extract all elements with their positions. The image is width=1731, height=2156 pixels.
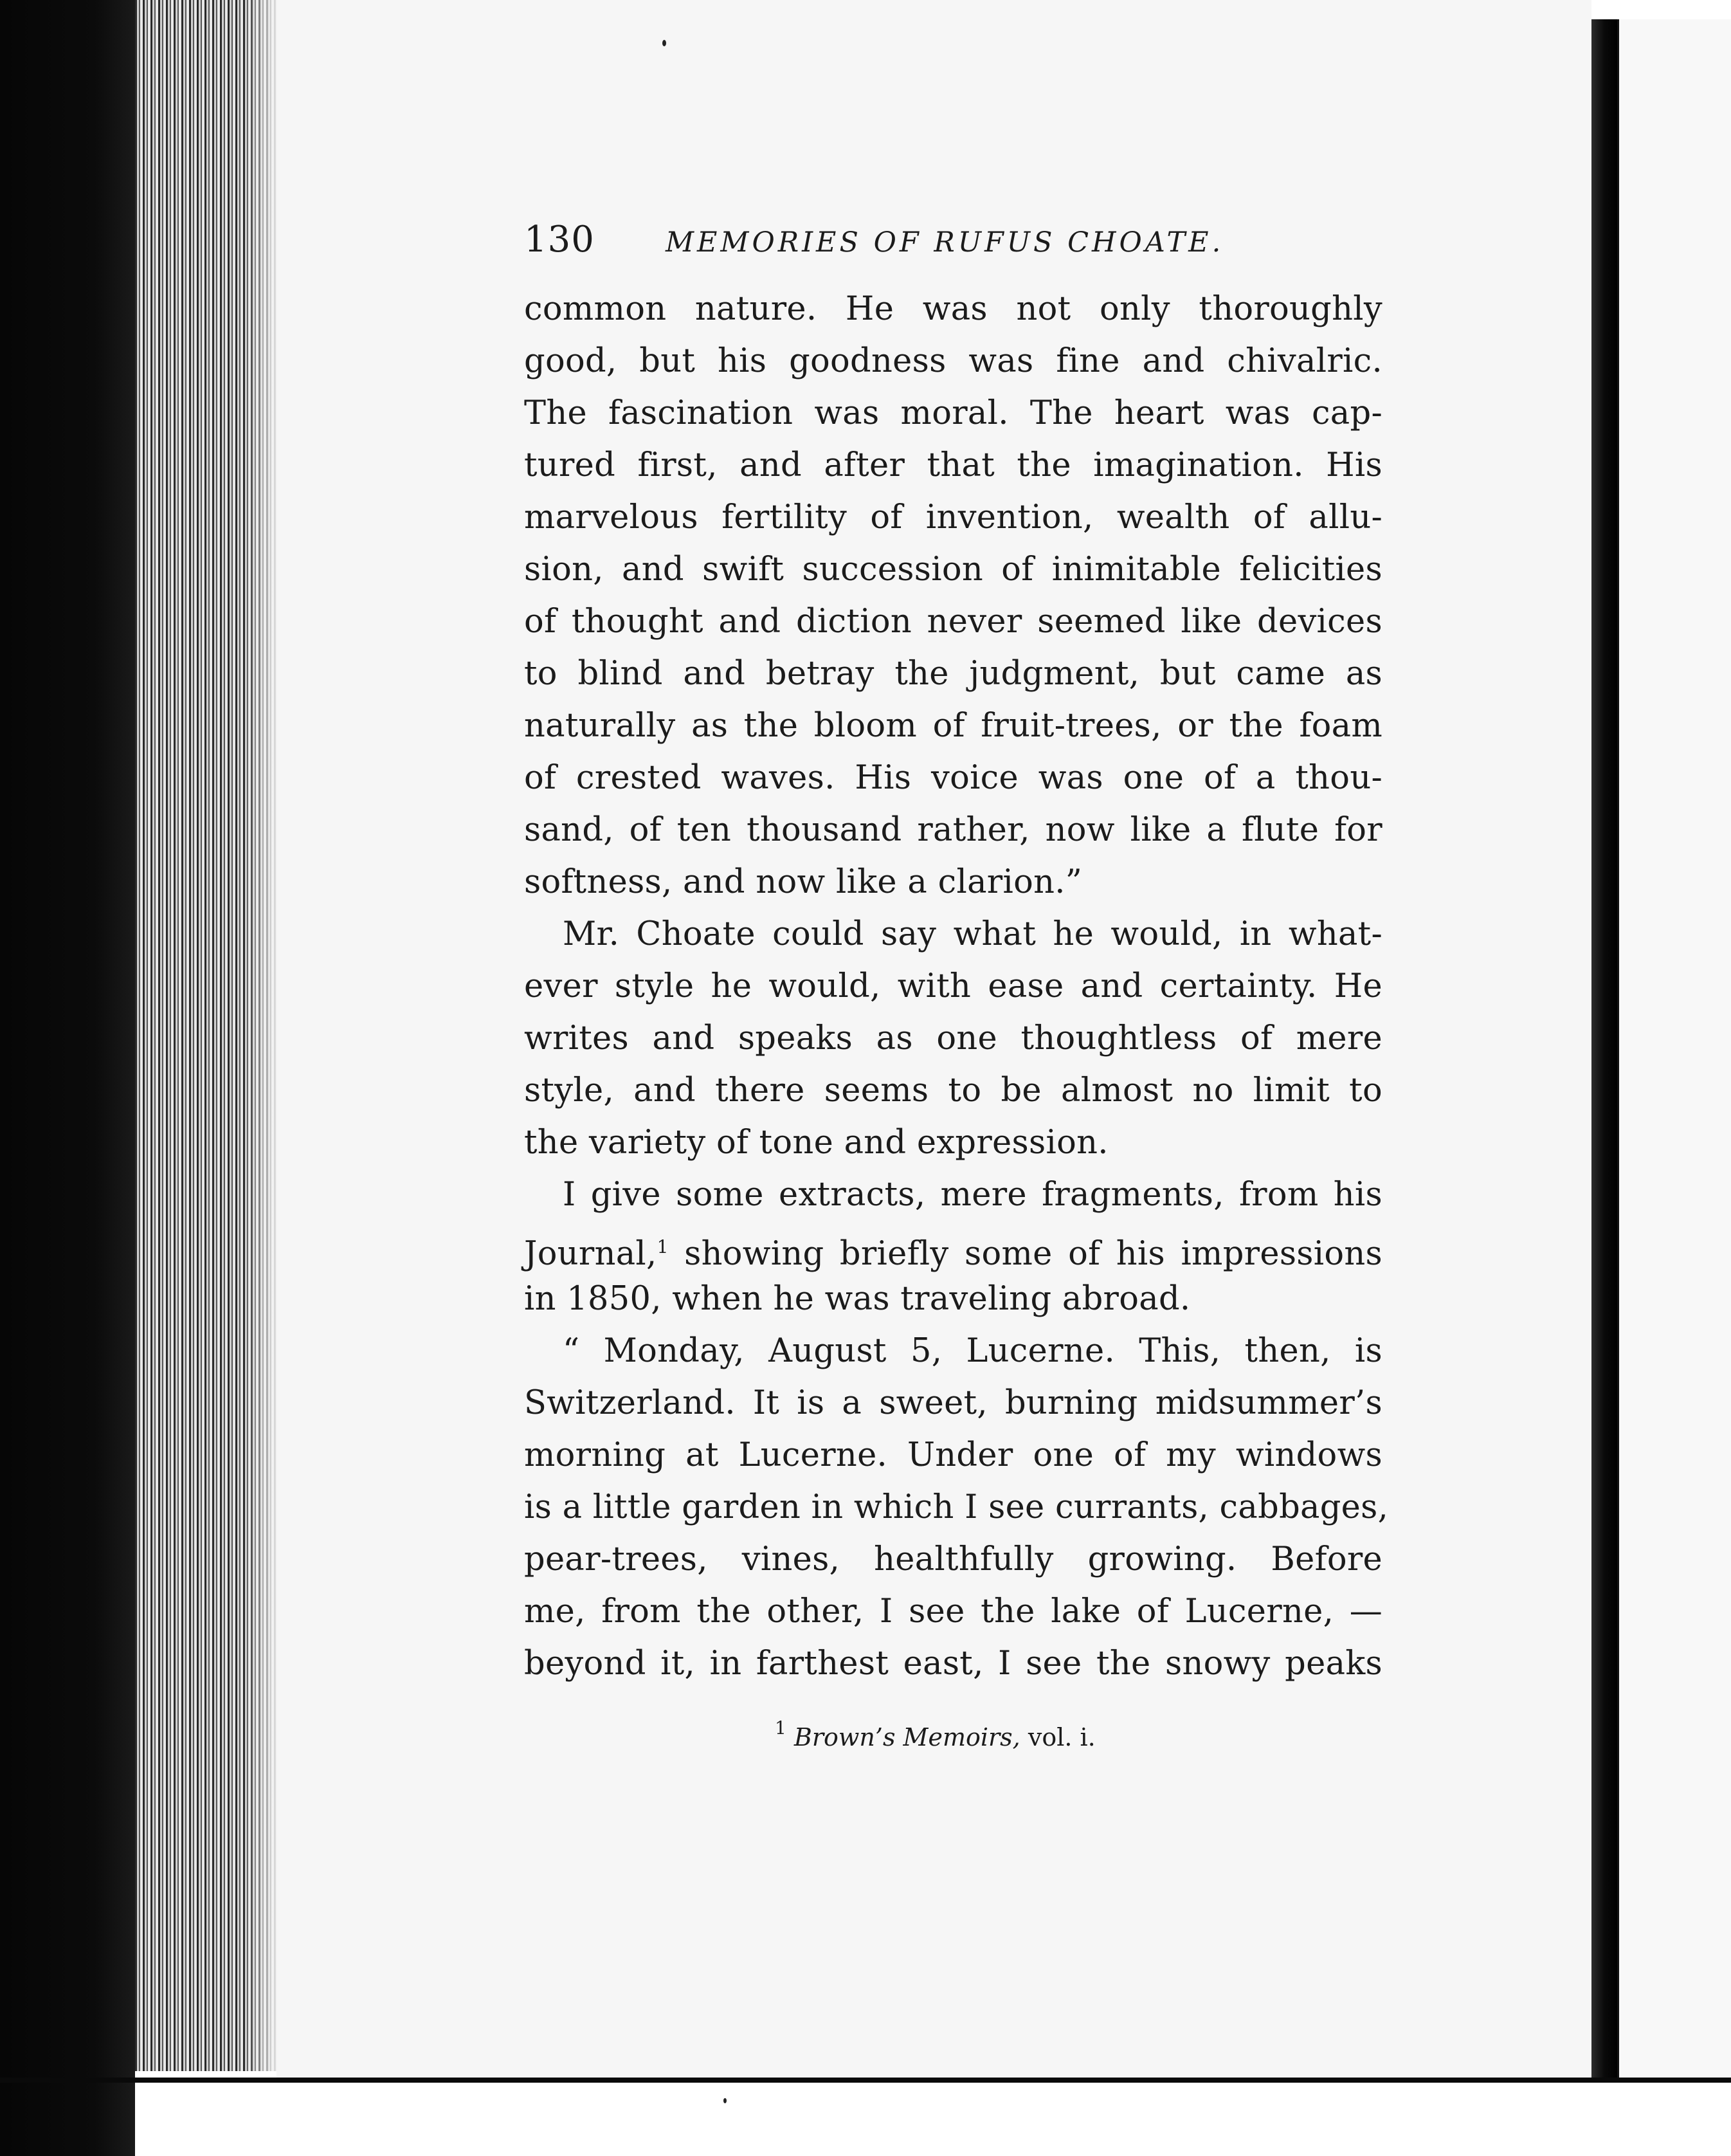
- text-line: me, from the other, I see the lake of Lucerne, —: [524, 1593, 1382, 1631]
- text-line: morning at Lucerne. Under one of my windows: [524, 1436, 1382, 1474]
- text-line: “ Monday, August 5, Lucerne. This, then, is: [563, 1332, 1382, 1370]
- footnote-ref: 1: [657, 1236, 669, 1257]
- footnote-marker: 1: [775, 1717, 786, 1739]
- text-line: The fascination was moral. The heart was cap-: [524, 394, 1382, 432]
- text-line: Switzerland. It is a sweet, burning midsummer’s: [524, 1384, 1382, 1422]
- text-line: good, but his goodness was fine and chivalric.: [524, 342, 1382, 380]
- footnote-rest: vol. i.: [1028, 1723, 1096, 1751]
- text-line: ever style he would, with ease and certainty. He: [524, 967, 1382, 1005]
- text-line: writes and speaks as one thoughtless of mere: [524, 1019, 1382, 1057]
- book-binding-shadow: [0, 0, 135, 2156]
- text-line: common nature. He was not only thoroughly: [524, 290, 1382, 328]
- text-fragment: showing briefly some of his impressions: [684, 1235, 1383, 1273]
- journal-word: Journal,: [524, 1235, 657, 1273]
- text-line: the variety of tone and expression.: [524, 1124, 1109, 1162]
- page-edge-fade: [244, 0, 280, 2071]
- text-line: sion, and swift succession of inimitable felicities: [524, 551, 1382, 589]
- text-line: beyond it, in farthest east, I see the snowy peaks: [524, 1645, 1382, 1683]
- text-line: pear-trees, vines, healthfully growing. Before: [524, 1540, 1382, 1578]
- facing-page-edge: [1617, 19, 1731, 2078]
- text-line: to blind and betray the judgment, but came as: [524, 655, 1382, 693]
- text-line: of thought and diction never seemed like devices: [524, 603, 1382, 641]
- text-line: of crested waves. His voice was one of a thou-: [524, 759, 1382, 797]
- text-line: [524, 1221, 1382, 1273]
- text-line: style, and there seems to be almost no limit to: [524, 1072, 1382, 1110]
- text-line: softness, and now like a clarion.”: [524, 863, 1083, 901]
- bottom-edge: [0, 2078, 1731, 2083]
- text-line: I give some extracts, mere fragments, from his: [563, 1176, 1382, 1214]
- right-gutter-shadow: [1591, 19, 1617, 2078]
- running-title: MEMORIES OF RUFUS CHOATE.: [666, 226, 1224, 259]
- scan-speck: [662, 40, 666, 46]
- text-line: marvelous fertility of invention, wealth of allu-: [524, 498, 1382, 536]
- text-line: is a little garden in which I see currants, cabbages,: [524, 1488, 1389, 1526]
- footnote: [524, 1709, 1382, 1757]
- page-number: 130: [524, 219, 595, 260]
- footnote-title: Brown’s Memoirs,: [793, 1723, 1020, 1751]
- text-line: Mr. Choate could say what he would, in what-: [563, 915, 1382, 953]
- running-head: [524, 219, 1382, 283]
- page-text: [524, 219, 1389, 1757]
- text-line: naturally as the bloom of fruit-trees, or the foam: [524, 707, 1382, 745]
- scan-speck: [723, 2098, 727, 2103]
- text-line: tured first, and after that the imagination. His: [524, 446, 1382, 484]
- text-line: in 1850, when he was traveling abroad.: [524, 1280, 1191, 1318]
- text-line: sand, of ten thousand rather, now like a flute for: [524, 811, 1382, 849]
